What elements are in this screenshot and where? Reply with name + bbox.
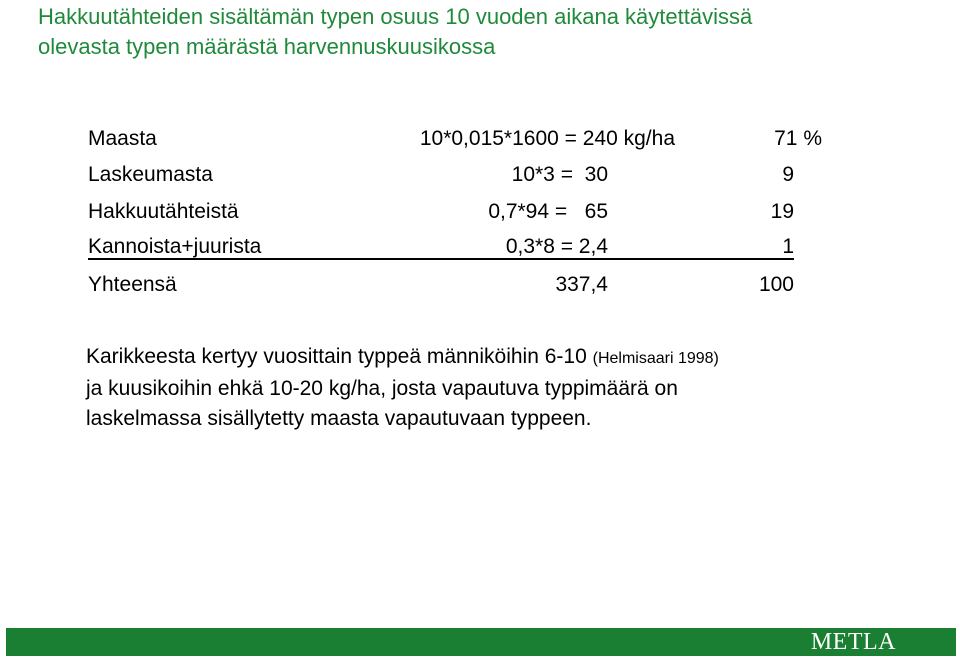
row-label: Maasta: [88, 127, 157, 150]
note-paragraph: [86, 342, 946, 434]
row-percent: 19: [770, 200, 794, 223]
row-percent: 71 %: [774, 127, 822, 150]
row-label: Kannoista+juurista: [88, 235, 262, 258]
total-label: Yhteensä: [88, 273, 177, 296]
note-line-1-main: Karikkeesta kertyy vuosittain typpeä männiköihin 6-10: [86, 345, 593, 368]
total-value: 337,4: [555, 273, 608, 296]
note-line-1: [86, 342, 946, 374]
metla-logo: METLA: [810, 629, 896, 655]
row-formula: 10*3 = 30: [511, 163, 608, 186]
table-row-hakkuutahteista: [88, 195, 794, 229]
table-row-maasta: [88, 122, 822, 156]
total-percent: 100: [758, 273, 794, 296]
citation: (Helmisaari 1998): [592, 350, 719, 367]
table-row-total: [88, 268, 794, 302]
footer-bar: [6, 628, 956, 656]
page-title: [38, 2, 938, 62]
title-line-2: olevasta typen määrästä harvennuskuusikossa: [38, 34, 496, 59]
table-row-laskeumasta: [88, 158, 794, 192]
title-line-1: Hakkuutähteiden sisältämän typen osuus 10 vuoden aikana käytettävissä: [38, 4, 753, 29]
note-line-3: laskelmassa sisällytetty maasta vapautuvaan typpeen.: [86, 407, 592, 430]
note-line-2: ja kuusikoihin ehkä 10-20 kg/ha, josta vapautuva typpimäärä on: [86, 377, 678, 400]
row-formula: 0,3*8 = 2,4: [505, 235, 608, 258]
row-label: Laskeumasta: [88, 163, 213, 186]
row-percent: 1: [782, 235, 794, 258]
sum-divider: [88, 258, 794, 260]
row-formula: 0,7*94 = 65: [488, 200, 608, 223]
row-label: Hakkuutähteistä: [88, 200, 239, 223]
row-formula: 10*0,015*1600 = 240 kg/ha: [419, 127, 675, 150]
row-percent: 9: [782, 163, 794, 186]
